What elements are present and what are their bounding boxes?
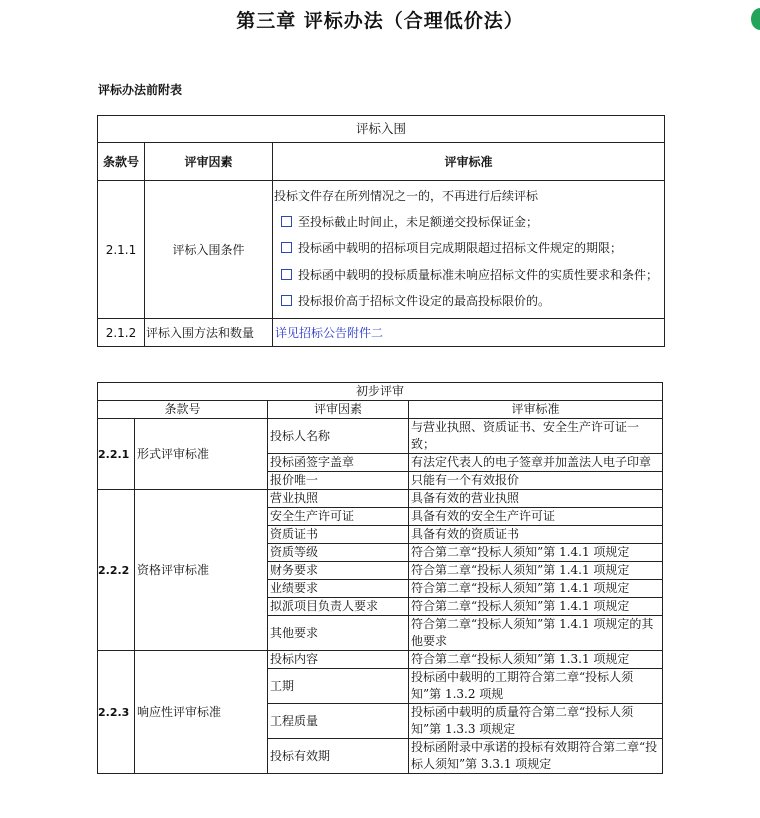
criteria-item: 投标报价高于招标文件设定的最高投标限价的。 (274, 288, 664, 314)
column-header: 条款号 (98, 401, 268, 419)
criteria-item: 投标函中载明的投标质量标准未响应招标文件的实质性要求和条件； (274, 262, 664, 288)
review-factor: 资质等级 (268, 544, 409, 562)
table-row (98, 181, 665, 319)
review-standard: 符合第二章“投标人须知”第 1.4.1 项规定 (409, 580, 663, 598)
page-title: 第三章 评标办法（合理低价法） (236, 10, 524, 32)
review-standard: 与营业执照、资质证书、安全生产许可证一致； (409, 419, 663, 454)
review-standard: 只能有一个有效报价 (409, 472, 663, 490)
clause-number: 2.1.2 (98, 319, 145, 347)
review-factor: 投标内容 (268, 651, 409, 669)
review-factor: 资质证书 (268, 526, 409, 544)
review-factor: 投标有效期 (268, 739, 409, 774)
criteria-item: 投标函中载明的招标项目完成期限超过招标文件规定的期限； (274, 235, 664, 261)
review-factor: 报价唯一 (268, 472, 409, 490)
clause-number: 2.1.1 (98, 181, 145, 319)
table-caption: 初步评审 (98, 383, 663, 401)
review-standard: 具备有效的资质证书 (409, 526, 663, 544)
clause-number: 2.2.1 (98, 419, 135, 490)
checkbox-icon[interactable] (281, 242, 292, 253)
table-row (98, 319, 665, 347)
table-row (98, 490, 663, 508)
criteria-intro: 投标文件存在所列情况之一的，不再进行后续评标 (274, 189, 539, 203)
review-standard: 符合第二章“投标人须知”第 1.3.1 项规定 (409, 651, 663, 669)
checkbox-icon[interactable] (281, 295, 292, 306)
review-standard: 符合第二章“投标人须知”第 1.4.1 项规定 (409, 544, 663, 562)
column-header: 评审标准 (273, 143, 665, 181)
criteria-item: 至投标截止时间止，未足额递交投标保证金； (274, 209, 664, 235)
review-standard: 投标函附录中承诺的投标有效期符合第二章“投标人须知”第 3.3.1 项规定 (409, 739, 663, 774)
review-factor: 评标入围条件 (145, 181, 273, 319)
review-standard-link[interactable]: 详见招标公告附件二 (273, 319, 665, 347)
review-factor: 工程质量 (268, 704, 409, 739)
column-header: 条款号 (98, 143, 145, 181)
review-factor: 其他要求 (268, 616, 409, 651)
table-row (98, 651, 663, 669)
preliminary-review-table (97, 382, 663, 774)
review-factor: 拟派项目负责人要求 (268, 598, 409, 616)
review-category: 资格评审标准 (135, 490, 268, 651)
section-subtitle: 评标办法前附表 (98, 83, 183, 97)
review-standard: 投标函中载明的质量符合第二章“投标人须知”第 1.3.3 项规定 (409, 704, 663, 739)
review-factor: 评标入围方法和数量 (145, 319, 273, 347)
review-factor: 财务要求 (268, 562, 409, 580)
shortlist-table (97, 115, 665, 347)
review-standard: 具备有效的营业执照 (409, 490, 663, 508)
review-category: 响应性评审标准 (135, 651, 268, 774)
review-standard (273, 181, 665, 319)
checkbox-icon[interactable] (281, 216, 292, 227)
review-standard: 符合第二章“投标人须知”第 1.4.1 项规定 (409, 562, 663, 580)
review-standard: 有法定代表人的电子签章并加盖法人电子印章 (409, 454, 663, 472)
clause-number: 2.2.3 (98, 651, 135, 774)
clause-number: 2.2.2 (98, 490, 135, 651)
review-factor: 工期 (268, 669, 409, 704)
review-factor: 投标人名称 (268, 419, 409, 454)
column-header: 评审因素 (268, 401, 409, 419)
checkbox-icon[interactable] (281, 269, 292, 280)
table-caption: 评标入围 (98, 116, 665, 143)
review-factor: 安全生产许可证 (268, 508, 409, 526)
review-factor: 投标函签字盖章 (268, 454, 409, 472)
review-category: 形式评审标准 (135, 419, 268, 490)
review-standard: 符合第二章“投标人须知”第 1.4.1 项规定 (409, 598, 663, 616)
column-header: 评审因素 (145, 143, 273, 181)
review-factor: 营业执照 (268, 490, 409, 508)
review-factor: 业绩要求 (268, 580, 409, 598)
table-row (98, 419, 663, 454)
column-header: 评审标准 (409, 401, 663, 419)
review-standard: 投标函中载明的工期符合第二章“投标人须知”第 1.3.2 项规 (409, 669, 663, 704)
review-standard: 符合第二章“投标人须知”第 1.4.1 项规定的其他要求 (409, 616, 663, 651)
review-standard: 具备有效的安全生产许可证 (409, 508, 663, 526)
